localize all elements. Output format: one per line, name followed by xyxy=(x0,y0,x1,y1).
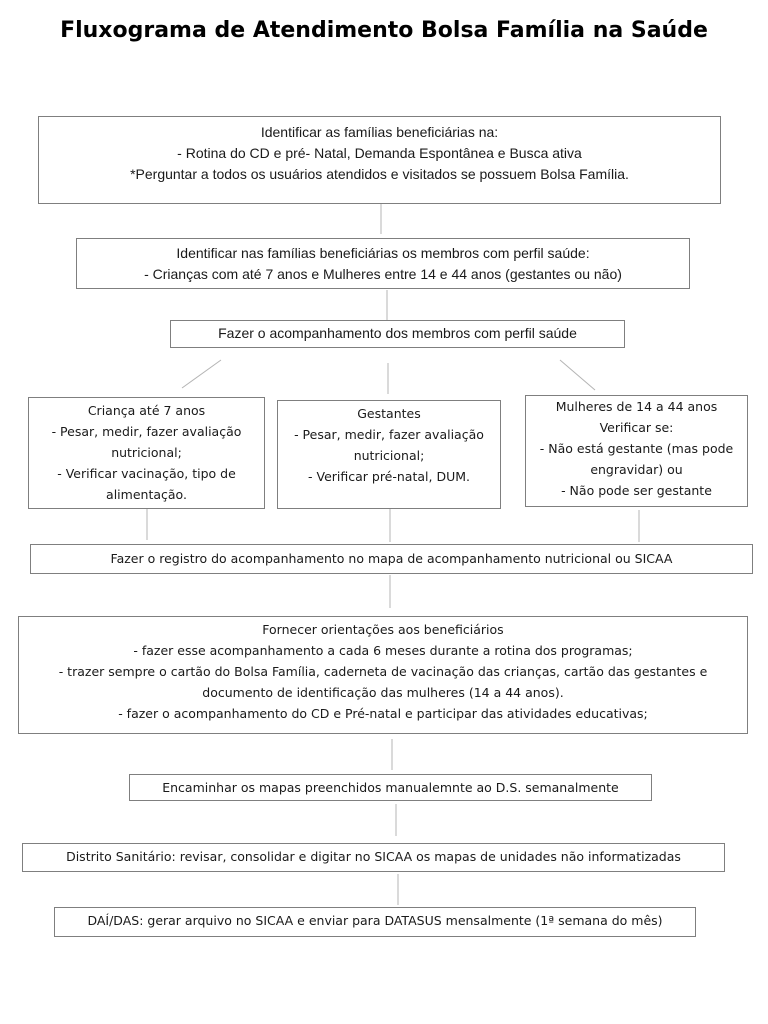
women-text-5: - Não pode ser gestante xyxy=(561,483,712,498)
child-box xyxy=(28,397,265,509)
identify-families-text-3: *Perguntar a todos os usuários atendidos e visitados se possuem Bolsa Família. xyxy=(130,166,629,182)
send-maps-text: Encaminhar os mapas preenchidos manualemnte ao D.S. semanalmente xyxy=(162,780,619,795)
follow-up-text: Fazer o acompanhamento dos membros com perfil saúde xyxy=(218,325,577,341)
identify-families-text-2: - Rotina do CD e pré- Natal, Demanda Espontânea e Busca ativa xyxy=(177,145,582,161)
guidance-text-1: Fornecer orientações aos beneficiários xyxy=(262,622,504,637)
child-text-4: - Verificar vacinação, tipo de xyxy=(57,466,236,481)
child-text-2: - Pesar, medir, fazer avaliação xyxy=(51,424,242,439)
child-text-1: Criança até 7 anos xyxy=(87,403,206,418)
pregnant-text-1: Gestantes xyxy=(357,406,421,421)
send-maps-box xyxy=(129,774,652,801)
women-text-2: Verificar se: xyxy=(599,420,674,435)
child-text-3: nutricional; xyxy=(111,445,182,460)
guidance-text-4: documento de identificação das mulheres (14 a 44 anos). xyxy=(202,685,564,700)
guidance-box xyxy=(18,616,748,734)
women-box xyxy=(525,395,748,507)
connector-3-left xyxy=(182,360,221,388)
datasus-text: DAÍ/DAS: gerar arquivo no SICAA e enviar para DATASUS mensalmente (1ª semana do mês) xyxy=(87,913,663,928)
identify-families-text-1: Identificar as famílias beneficiárias na: xyxy=(260,124,499,140)
child-text-5: alimentação. xyxy=(106,487,187,502)
identify-members-box xyxy=(76,238,690,289)
guidance-text-2: - fazer esse acompanhamento a cada 6 meses durante a rotina dos programas; xyxy=(133,643,633,658)
women-text-4: engravidar) ou xyxy=(590,462,683,477)
guidance-text-3: - trazer sempre o cartão do Bolsa Família, caderneta de vacinação das crianças, cartão das gestantes e xyxy=(58,664,708,679)
register-text: Fazer o registro do acompanhamento no mapa de acompanhamento nutricional ou SICAA xyxy=(110,551,673,566)
identify-members-text-2: - Crianças com até 7 anos e Mulheres entre 14 e 44 anos (gestantes ou não) xyxy=(144,266,622,282)
women-text-1: Mulheres de 14 a 44 anos xyxy=(555,399,718,414)
pregnant-box xyxy=(277,400,501,509)
pregnant-text-4: - Verificar pré-natal, DUM. xyxy=(308,469,470,484)
connector-3-right xyxy=(560,360,595,390)
guidance-text-5: - fazer o acompanhamento do CD e Pré-natal e participar das atividades educativas; xyxy=(118,706,648,721)
identify-members-text-1: Identificar nas famílias beneficiárias os membros com perfil saúde: xyxy=(176,245,590,261)
district-box xyxy=(22,843,725,872)
follow-up-box xyxy=(170,320,625,348)
pregnant-text-2: - Pesar, medir, fazer avaliação xyxy=(294,427,484,442)
district-text: Distrito Sanitário: revisar, consolidar e digitar no SICAA os mapas de unidades não informatizadas xyxy=(66,849,681,864)
register-box xyxy=(30,544,753,574)
title-line-2: na Saúde xyxy=(592,18,708,43)
identify-families-box xyxy=(38,116,721,204)
title-line-1: Fluxograma de Atendimento Bolsa Família xyxy=(60,18,586,43)
pregnant-text-3: nutricional; xyxy=(353,448,425,463)
women-text-3: - Não está gestante (mas pode xyxy=(539,441,734,456)
datasus-box xyxy=(54,907,696,937)
